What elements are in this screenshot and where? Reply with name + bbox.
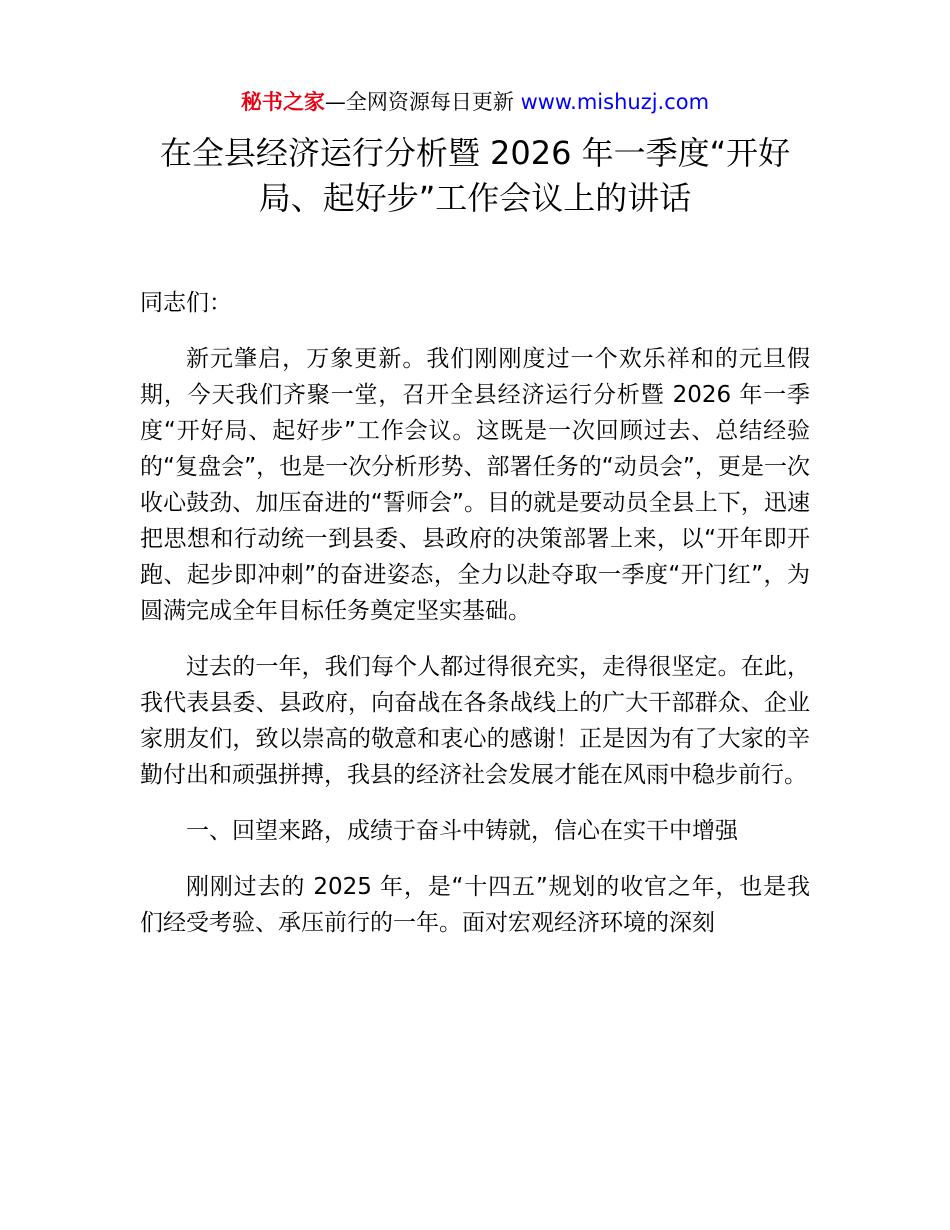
salutation: 同志们： xyxy=(140,290,232,316)
site-banner xyxy=(0,88,950,116)
body-paragraph: 过去的一年，我们每个人都过得很充实，走得很坚定。在此，我代表县委、县政府，向奋战在各条战线上的广大干部群众、企业家朋友们，致以崇高的敬意和衷心的感谢！正是因为有了大家的辛勤付出和顽强拼搏，我县的经济社会发展才能在风雨中稳步前行。 xyxy=(140,654,810,788)
document-body xyxy=(140,285,810,961)
site-url-link[interactable]: www.mishuzj.com xyxy=(520,90,710,114)
site-slogan: —全网资源每日更新 xyxy=(324,90,521,114)
body-paragraph: 刚刚过去的 2025 年，是“十四五”规划的收官之年，也是我们经受考验、承压前行的一年。面对宏观经济环境的深刻 xyxy=(140,874,810,936)
section-heading: 一、回望来路，成绩于奋斗中铸就，信心在实干中增强 xyxy=(186,818,738,844)
body-paragraph: 新元肇启，万象更新。我们刚刚度过一个欢乐祥和的元旦假期，今天我们齐聚一堂，召开全县经济运行分析暨 2026 年一季度“开好局、起好步”工作会议。这既是一次回顾过去、总结经验的“复盘会”，也是一次分析形势、部署任务的“动员会”，更是一次收心鼓劲、加压奋进的“誓师会”。目的就是要动员全县上下，迅速把思想和行动统一到县委、县政府的决策部署上来，以“开年即开跑、起步即冲刺”的奋进姿态，全力以赴夺取一季度“开门红”，为圆满完成全年目标任务奠定坚实基础。 xyxy=(140,346,810,624)
site-name: 秘书之家 xyxy=(240,90,325,114)
document-title: 在全县经济运行分析暨 2026 年一季度“开好局、起好步”工作会议上的讲话 xyxy=(159,134,791,217)
